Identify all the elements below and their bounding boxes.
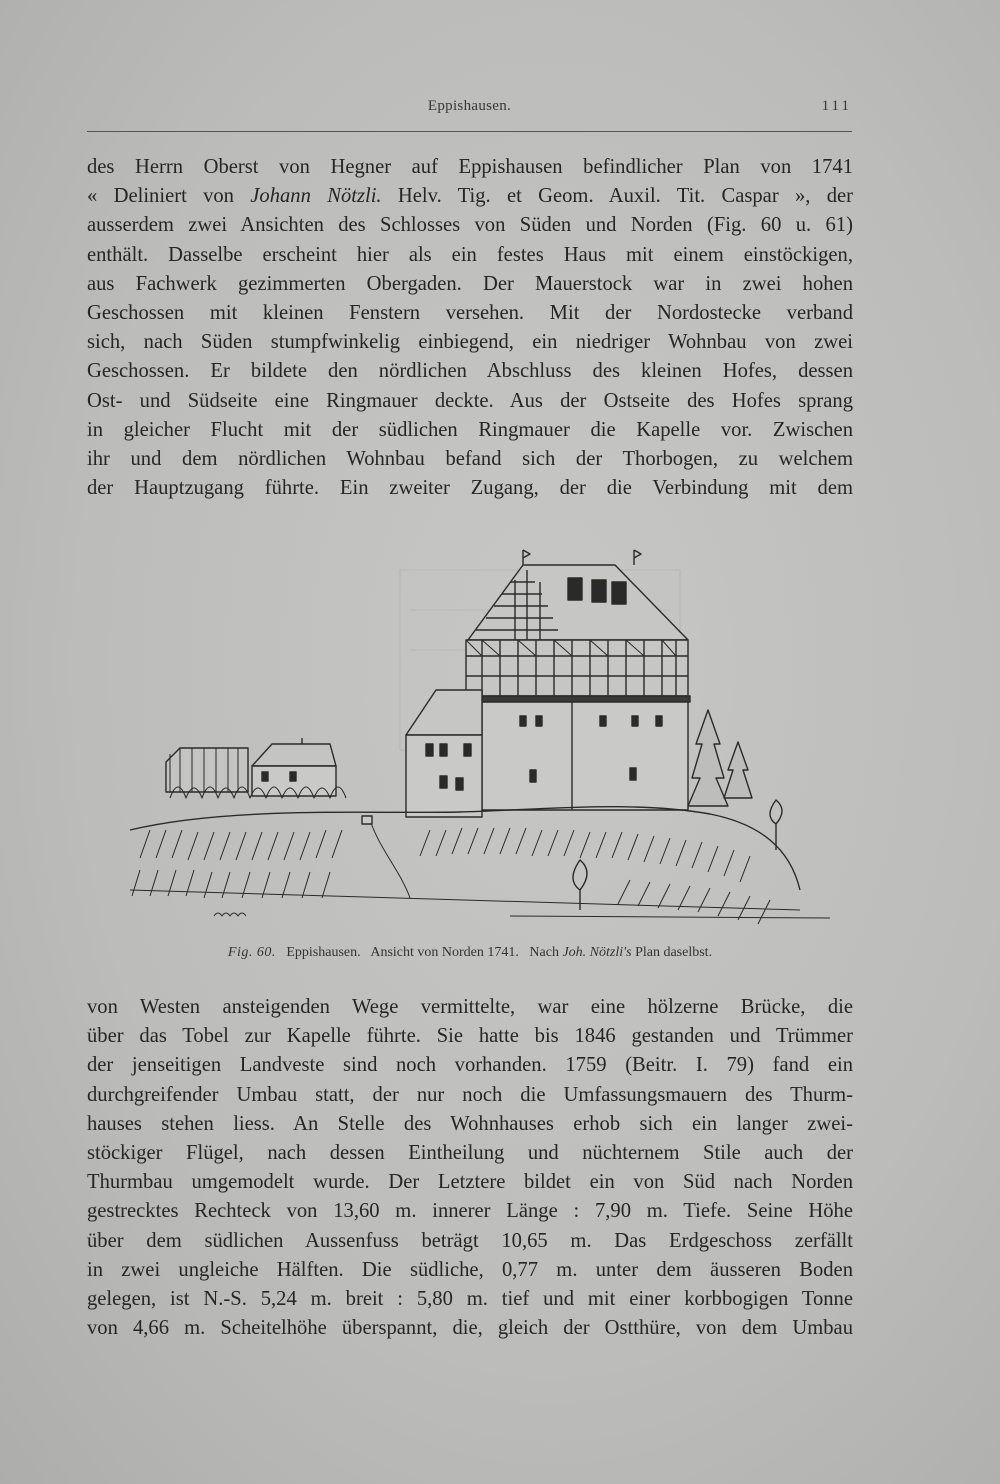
text-line: über dem südlichen Aussenfuss beträgt 10,65 m. Das Erdgeschoss zerfällt: [87, 1229, 853, 1252]
text-line: in gleicher Flucht mit der südlichen Ringmauer die Kapelle vor. Zwischen: [87, 418, 853, 441]
text-line: stöckiger Flügel, nach dessen Eintheilung und nüchternem Stile auch der: [87, 1141, 853, 1164]
text-line: der jenseitigen Landveste sind noch vorhanden. 1759 (Beitr. I. 79) fand ein: [87, 1054, 853, 1077]
figure-author: Joh. Nötzli's: [562, 945, 632, 960]
text-line: hauses stehen liess. An Stelle des Wohnhauses erhob sich ein langer zwei-: [87, 1112, 853, 1135]
text-line: « Deliniert von Johann Nötzli. Helv. Tig. et Geom. Auxil. Tit. Caspar », der: [87, 185, 854, 208]
castle-illustration: [110, 530, 840, 950]
text-line: von 4,66 m. Scheitelhöhe überspannt, die, gleich der Ostthüre, von dem Umbau: [87, 1317, 853, 1340]
text-line: ausserdem zwei Ansichten des Schlosses von Süden und Norden (Fig. 60 u. 61): [87, 214, 853, 237]
figure-caption: [87, 945, 853, 961]
text-line: aus Fachwerk gezimmerten Obergaden. Der Mauerstock war in zwei hohen: [87, 272, 853, 295]
text-line: gestrecktes Rechteck von 13,60 m. innerer Länge : 7,90 m. Tiefe. Seine Höhe: [87, 1200, 853, 1223]
running-head: [87, 98, 852, 122]
text-line: über das Tobel zur Kapelle führte. Sie hatte bis 1846 gestanden und Trümmer: [87, 1025, 853, 1048]
text-line: ihr und dem nördlichen Wohnbau befand sich der Thorbogen, zu welchem: [87, 447, 853, 470]
running-head-title: Eppishausen.: [427, 98, 512, 114]
paragraph-bottom: [87, 993, 853, 1343]
header-rule: [87, 131, 852, 132]
text-line: Ost- und Südseite eine Ringmauer deckte. Aus der Ostseite des Hofes sprang: [87, 389, 853, 412]
figure-title: Ansicht von Norden 1741.: [370, 945, 519, 960]
text-line: Geschossen mit kleinen Fenstern versehen. Mit der Nordostecke verband: [87, 301, 853, 324]
text-line: der Hauptzugang führte. Ein zweiter Zugang, der die Verbindung mit dem: [87, 477, 853, 500]
figure-place: Eppishausen.: [286, 945, 361, 960]
text-line: Thurmbau umgemodelt wurde. Der Letztere bildet ein von Süd nach Norden: [87, 1171, 853, 1194]
text-line: Geschossen. Er bildete den nördlichen Abschluss des kleinen Hofes, dessen: [87, 360, 853, 383]
text-line: des Herrn Oberst von Hegner auf Eppishausen befindlicher Plan von 1741: [87, 156, 853, 178]
text-line: von Westen ansteigenden Wege vermittelte, war eine hölzerne Brücke, die: [87, 996, 853, 1018]
author-name: Johann Nötzli.: [250, 185, 382, 208]
figure-after: Nach: [529, 945, 559, 960]
text-line: enthält. Dasselbe erscheint hier als ein festes Haus mit einem einstöckigen,: [87, 243, 853, 266]
text-line: sich, nach Süden stumpfwinkelig einbiegend, ein niedriger Wohnbau von zwei: [87, 331, 853, 354]
text-line: in zwei ungleiche Hälften. Die südliche, 0,77 m. unter dem äusseren Boden: [87, 1258, 853, 1281]
figure-label: Fig. 60.: [227, 945, 276, 960]
figure-source: Plan daselbst.: [635, 945, 713, 960]
text-line: gelegen, ist N.-S. 5,24 m. breit : 5,80 m. tief und mit einer korbbogigen Tonne: [87, 1287, 853, 1310]
paragraph-top: [87, 153, 853, 503]
page-number: 111: [821, 98, 852, 114]
text-line: durchgreifender Umbau statt, der nur noch die Umfassungsmauern des Thurm-: [87, 1083, 853, 1106]
